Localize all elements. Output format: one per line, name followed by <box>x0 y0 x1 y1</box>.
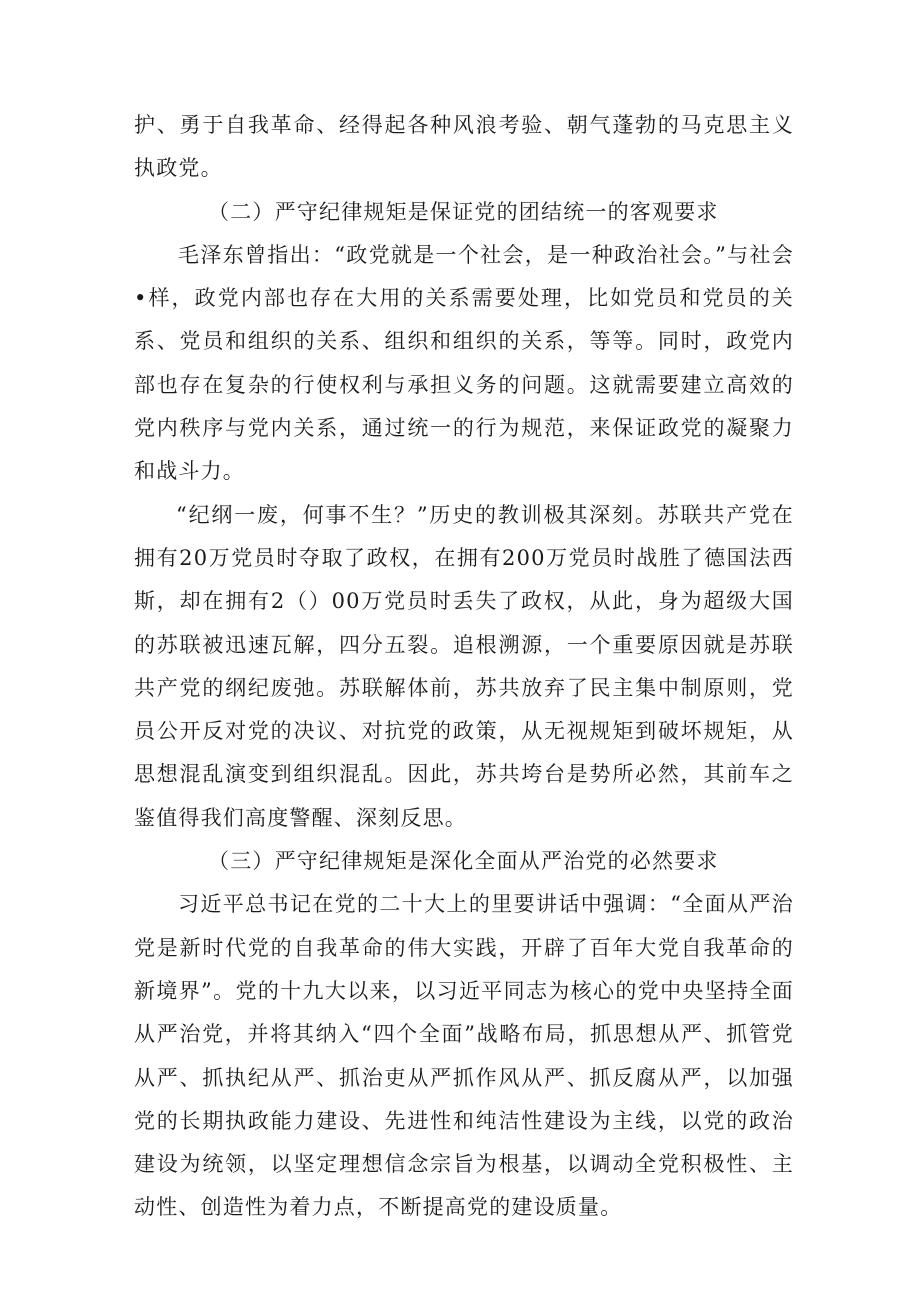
section-heading-3: （三）严守纪律规矩是深化全面从严治党的必然要求 <box>208 849 719 874</box>
paragraph-strict-governance: 习近平总书记在党的二十大上的里要讲话中强调：“全面从严治党是新时代党的自我革命的伟大实践，开辟了百年大党自我革命的新境界”。党的十九大以来，以习近平同志为核心的党中央坚持全面从严治党，并将其纳入“四个全面”战略布局，抓思想从严、抓管党从严、抓执纪从严、抓治吏从严抓作风从严、抓反腐从严，以加强党的长期执政能力建设、先进性和纯洁性建设为主线，以党的政治建设为统领，以坚定理想信念宗旨为根基，以调动全党积极性、主动性、创造性为着力点，不断提高党的建设质量。 <box>134 892 794 1220</box>
section-heading-2: （二）严守纪律规矩是保证党的团结统一的客观要求 <box>208 199 719 224</box>
paragraph-mao-quote: 毛泽东曾指出：“政党就是一个社会，是一种政治社会。”与社会•样，政党内部也存在大用的关系需要处理，比如党员和党员的关系、党员和组织的关系、组织和组织的关系，等等。同时，政党内部也存在复杂的行使权利与承担义务的问题。这就需要建立高效的党内秩序与党内关系，通过统一的行为规范，来保证政党的凝聚力和战斗力。 <box>134 242 794 484</box>
paragraph-soviet-history: “纪纲一废，何事不生？”历史的教训极其深刻。苏联共产党在拥有20万党员时夺取了政权，在拥有200万党员时战胜了德国法西斯，却在拥有2（）00万党员时丢失了政权，从此，身为超级大国的苏联被迅速瓦解，四分五裂。追根溯源，一个重要原因就是苏联共产党的纲纪废弛。苏联解体前，苏共放弃了民主集中制原则，党员公开反对党的决议、对抗党的政策，从无视规矩到破坏规矩，从思想混乱演变到组织混乱。因此，苏共垮台是势所必然，其前车之鉴值得我们高度警醒、深刻反思。 <box>134 502 794 830</box>
document-body <box>134 104 794 1230</box>
paragraph-continuation: 护、勇于自我革命、经得起各种风浪考验、朝气蓬勃的马克思主义执政党。 <box>134 113 794 181</box>
